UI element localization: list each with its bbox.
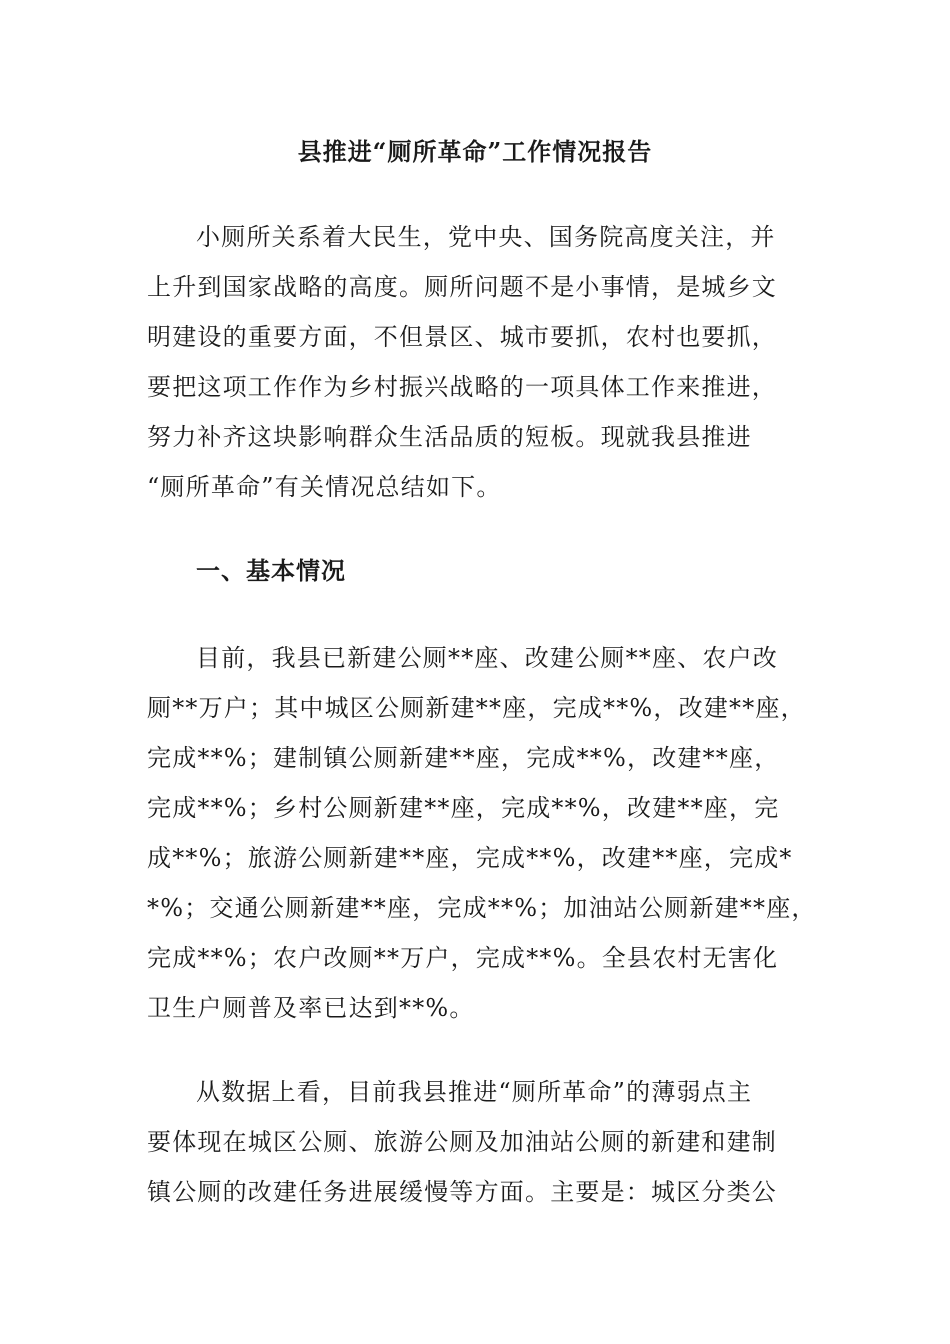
paragraph-line: 目前，我县已新建公厕**座、改建公厕**座、农户改 (196, 644, 778, 672)
paragraph-line: 要体现在城区公厕、旅游公厕及加油站公厕的新建和建制 (147, 1128, 777, 1156)
paragraph-line: 完成**%；乡村公厕新建**座，完成**%，改建**座，完 (147, 794, 780, 822)
basic-situation-paragraph (147, 633, 817, 1033)
paragraph-line: 从数据上看，目前我县推进“厕所革命”的薄弱点主 (196, 1078, 753, 1106)
paragraph-line: 完成**%；农户改厕**万户，完成**%。全县农村无害化 (147, 944, 779, 972)
intro-line: “厕所革命”有关情况总结如下。 (147, 473, 502, 501)
paragraph-line: 卫生户厕普及率已达到**%。 (147, 994, 475, 1022)
paragraph-line: *%；交通公厕新建**座，完成**%；加油站公厕新建**座， (147, 894, 817, 922)
paragraph-line: 镇公厕的改建任务进展缓慢等方面。主要是：城区分类公 (147, 1178, 777, 1206)
intro-line: 小厕所关系着大民生，党中央、国务院高度关注，并 (196, 223, 776, 251)
intro-line: 要把这项工作作为乡村振兴战略的一项具体工作来推进， (147, 373, 777, 401)
analysis-paragraph (147, 1067, 807, 1217)
intro-line: 上升到国家战略的高度。厕所问题不是小事情，是城乡文 (147, 273, 777, 301)
intro-paragraph (147, 212, 807, 512)
intro-line: 明建设的重要方面，不但景区、城市要抓，农村也要抓， (147, 323, 777, 351)
intro-line: 努力补齐这块影响群众生活品质的短板。现就我县推进 (147, 423, 752, 451)
paragraph-line: 厕**万户；其中城区公厕新建**座，完成**%，改建**座， (147, 694, 806, 722)
section-heading: 一、基本情况 (196, 556, 346, 585)
paragraph-line: 成**%；旅游公厕新建**座，完成**%，改建**座，完成* (147, 844, 793, 872)
paragraph-line: 完成**%；建制镇公厕新建**座，完成**%，改建**座， (147, 744, 780, 772)
document-title: 县推进“厕所革命”工作情况报告 (297, 137, 653, 166)
